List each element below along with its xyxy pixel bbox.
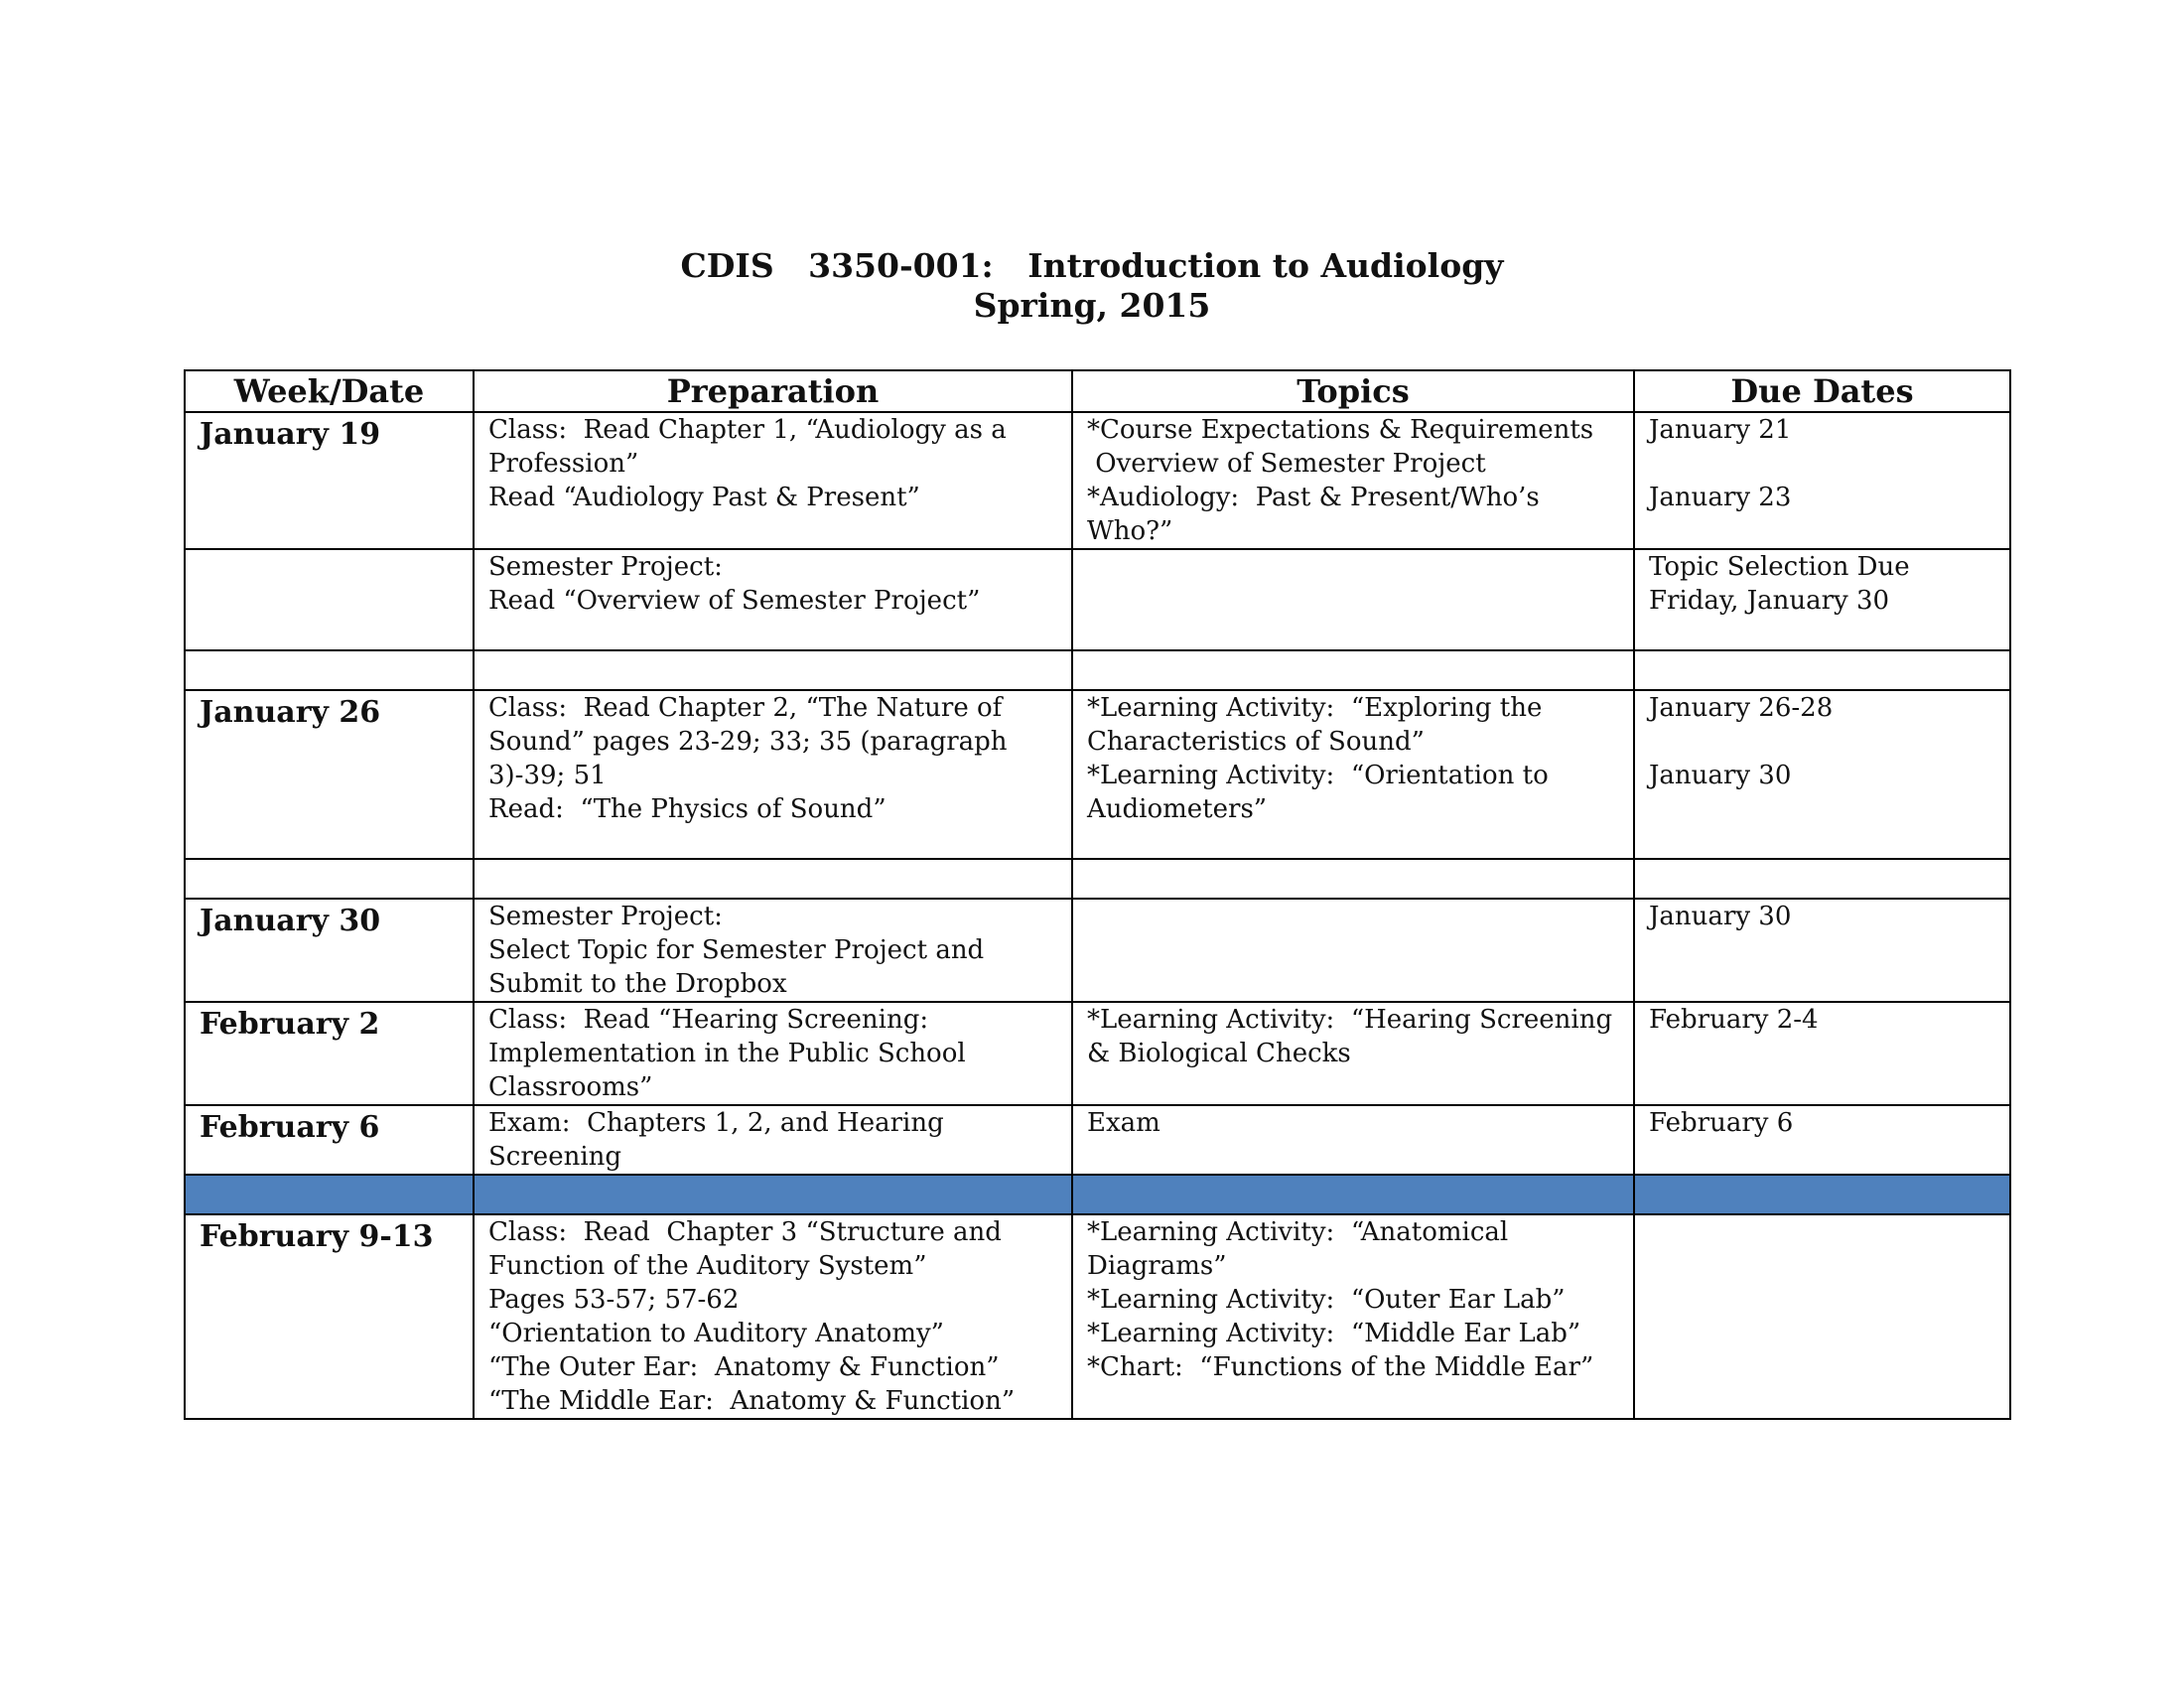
due-line: February 6	[1649, 1108, 1794, 1138]
topic-line: *Learning Activity: “Outer Ear Lab”	[1087, 1285, 1566, 1315]
spacer-row	[185, 650, 2010, 690]
due-cell	[1634, 412, 2010, 549]
due-line: January 26-28	[1649, 693, 1834, 723]
due-line	[1649, 725, 1995, 759]
topics-cell	[1072, 549, 1634, 650]
preparation-line: Read “Overview of Semester Project”	[488, 586, 981, 616]
highlight-cell	[1634, 1175, 2010, 1214]
topic-line: *Learning Activity: “Hearing Screening & Biological Checks	[1087, 1005, 1621, 1068]
empty-cell	[474, 650, 1072, 690]
empty-cell	[1634, 650, 2010, 690]
header-due-dates: Due Dates	[1634, 370, 2010, 412]
course-title: CDIS 3350-001: Introduction to Audiology	[680, 246, 1504, 285]
preparation-line: Read “Audiology Past & Present”	[488, 483, 920, 512]
header-week-date: Week/Date	[185, 370, 474, 412]
highlight-cell	[185, 1175, 474, 1214]
week-cell: February 9-13	[185, 1214, 474, 1419]
semester-title: Spring, 2015	[973, 286, 1211, 325]
topics-cell	[1072, 690, 1634, 859]
preparation-cell	[474, 1214, 1072, 1419]
topic-line: *Audiology: Past & Present/Who’s Who?”	[1087, 483, 1549, 546]
table-row	[185, 412, 2010, 549]
preparation-line: “Orientation to Auditory Anatomy”	[488, 1319, 944, 1348]
table-row	[185, 1002, 2010, 1105]
topic-line: *Learning Activity: “Anatomical Diagrams”	[1087, 1217, 1517, 1281]
preparation-line: Semester Project:	[488, 552, 723, 582]
topics-cell	[1072, 1002, 1634, 1105]
table-row	[185, 690, 2010, 859]
highlight-row	[185, 1175, 2010, 1214]
highlight-cell	[1072, 1175, 1634, 1214]
week-cell: February 2	[185, 1002, 474, 1105]
header-row	[185, 370, 2010, 412]
week-cell: February 6	[185, 1105, 474, 1175]
topics-cell	[1072, 899, 1634, 1002]
topic-line: *Chart: “Functions of the Middle Ear”	[1087, 1352, 1594, 1382]
due-cell	[1634, 1214, 2010, 1419]
preparation-line: Class: Read Chapter 1, “Audiology as a Profession”	[488, 415, 1015, 479]
topic-line: Overview of Semester Project	[1087, 449, 1486, 479]
preparation-line: Class: Read Chapter 2, “The Nature of Sound” pages 23-29; 33; 35 (paragraph 3)-39; 51	[488, 693, 1016, 790]
due-cell	[1634, 1105, 2010, 1175]
preparation-line: Select Topic for Semester Project and Submit to the Dropbox	[488, 935, 993, 999]
preparation-cell	[474, 1002, 1072, 1105]
preparation-cell	[474, 412, 1072, 549]
table-row	[185, 1105, 2010, 1175]
table-row	[185, 549, 2010, 650]
preparation-cell	[474, 690, 1072, 859]
due-line: February 2-4	[1649, 1005, 1819, 1035]
topics-cell	[1072, 1214, 1634, 1419]
highlight-cell	[474, 1175, 1072, 1214]
spacer-row	[185, 859, 2010, 899]
week-cell: January 19	[185, 412, 474, 549]
due-line: January 21	[1649, 415, 1792, 445]
preparation-line: Class: Read Chapter 3 “Structure and Function of the Auditory System”	[488, 1217, 1011, 1281]
header-preparation: Preparation	[474, 370, 1072, 412]
document-title	[0, 246, 2184, 326]
topic-line: *Learning Activity: “Middle Ear Lab”	[1087, 1319, 1581, 1348]
due-line: Friday, January 30	[1649, 586, 1890, 616]
topic-line: Exam	[1087, 1108, 1160, 1138]
empty-cell	[1072, 859, 1634, 899]
topics-cell	[1072, 412, 1634, 549]
topics-cell	[1072, 1105, 1634, 1175]
due-cell	[1634, 690, 2010, 859]
header-topics: Topics	[1072, 370, 1634, 412]
preparation-line: Class: Read “Hearing Screening: Implementation in the Public School Classrooms”	[488, 1005, 974, 1102]
empty-cell	[474, 859, 1072, 899]
empty-cell	[185, 859, 474, 899]
due-line: January 23	[1649, 483, 1792, 512]
empty-cell	[185, 650, 474, 690]
due-cell	[1634, 1002, 2010, 1105]
preparation-cell	[474, 1105, 1072, 1175]
empty-cell	[1634, 859, 2010, 899]
due-cell	[1634, 899, 2010, 1002]
due-line: January 30	[1649, 902, 1792, 931]
topic-line: *Learning Activity: “Exploring the Characteristics of Sound”	[1087, 693, 1551, 757]
preparation-line: “The Middle Ear: Anatomy & Function”	[488, 1386, 1016, 1416]
preparation-cell	[474, 549, 1072, 650]
due-line: January 30	[1649, 761, 1792, 790]
due-cell	[1634, 549, 2010, 650]
topic-line: *Learning Activity: “Orientation to Audiometers”	[1087, 761, 1558, 824]
preparation-line: Read: “The Physics of Sound”	[488, 794, 887, 824]
preparation-line: Exam: Chapters 1, 2, and Hearing Screening	[488, 1108, 952, 1172]
topic-line: *Course Expectations & Requirements	[1087, 415, 1594, 445]
preparation-line: Semester Project:	[488, 902, 723, 931]
due-line	[1649, 447, 1995, 481]
due-line: Topic Selection Due	[1649, 552, 1910, 582]
empty-cell	[1072, 650, 1634, 690]
schedule-table	[184, 369, 2011, 1420]
week-cell: January 30	[185, 899, 474, 1002]
table-row	[185, 1214, 2010, 1419]
preparation-line: Pages 53-57; 57-62	[488, 1285, 740, 1315]
preparation-line: “The Outer Ear: Anatomy & Function”	[488, 1352, 1000, 1382]
preparation-cell	[474, 899, 1072, 1002]
week-cell: January 26	[185, 690, 474, 859]
week-cell	[185, 549, 474, 650]
table-row	[185, 899, 2010, 1002]
